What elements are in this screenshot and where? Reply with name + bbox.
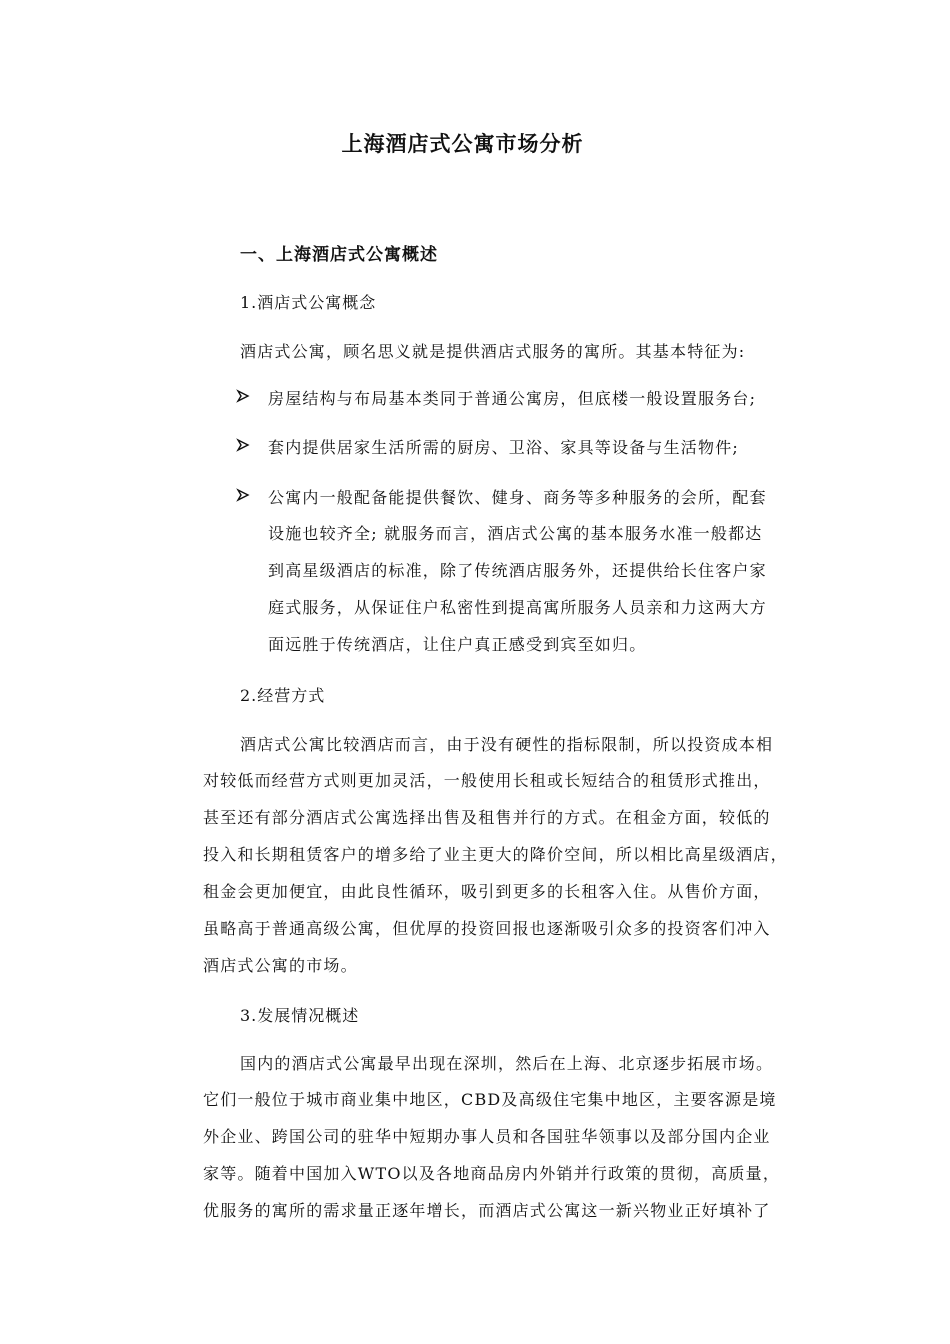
arrow-bullet-icon (236, 389, 252, 403)
bullet-text: 房屋结构与布局基本类同于普通公寓房，但底楼一般设置服务台; (268, 389, 757, 408)
bullet-text: 套内提供居家生活所需的厨房、卫浴、家具等设备与生活物件; (268, 438, 739, 457)
paragraph-line: 外企业、跨国公司的驻华中短期办事人员和各国驻华领事以及部分国内企业 (203, 1127, 771, 1146)
section-heading: 一、上海酒店式公寓概述 (240, 245, 438, 265)
paragraph-line: 国内的酒店式公寓最早出现在深圳，然后在上海、北京逐步拓展市场。 (240, 1054, 774, 1073)
bullet-text: 公寓内一般配备能提供餐饮、健身、商务等多种服务的会所，配套 (268, 488, 767, 507)
paragraph-line: 租金会更加便宜，由此良性循环，吸引到更多的长租客入住。从售价方面， (203, 882, 771, 901)
bullet-text: 设施也较齐全; 就服务而言，酒店式公寓的基本服务水准一般都达 (268, 524, 763, 543)
bullet-text: 面远胜于传统酒店，让住户真正感受到宾至如归。 (268, 635, 647, 654)
document-title: 上海酒店式公寓市场分析 (341, 131, 584, 156)
paragraph-line: 它们一般位于城市商业集中地区，CBD及高级住宅集中地区，主要客源是境 (203, 1090, 777, 1109)
paragraph-line: 酒店式公寓比较酒店而言，由于没有硬性的指标限制，所以投资成本相 (240, 735, 774, 754)
paragraph-line: 虽略高于普通高级公寓，但优厚的投资回报也逐渐吸引众多的投资客们冲入 (203, 919, 771, 938)
subsection-heading-concept: 1.酒店式公寓概念 (240, 293, 377, 312)
subsection-heading-business: 2.经营方式 (240, 686, 326, 705)
arrow-bullet-icon (236, 438, 252, 452)
bullet-text: 到高星级酒店的标准，除了传统酒店服务外，还提供给长住客户家 (268, 561, 767, 580)
paragraph-line: 优服务的寓所的需求量正逐年增长，而酒店式公寓这一新兴物业正好填补了 (203, 1201, 771, 1220)
paragraph-line: 家等。随着中国加入WTO以及各地商品房内外销并行政策的贯彻，高质量， (203, 1164, 781, 1183)
bullet-text: 庭式服务，从保证住户私密性到提高寓所服务人员亲和力这两大方 (268, 598, 767, 617)
arrow-bullet-icon (236, 488, 252, 502)
concept-intro: 酒店式公寓，顾名思义就是提供酒店式服务的寓所。其基本特征为: (240, 342, 746, 361)
subsection-heading-development: 3.发展情况概述 (240, 1006, 360, 1025)
paragraph-line: 对较低而经营方式则更加灵活，一般使用长租或长短结合的租赁形式推出， (203, 771, 771, 790)
paragraph-line: 酒店式公寓的市场。 (203, 956, 358, 975)
paragraph-line: 甚至还有部分酒店式公寓选择出售及租售并行的方式。在租金方面，较低的 (203, 808, 771, 827)
paragraph-line: 投入和长期租赁客户的增多给了业主更大的降价空间，所以相比高星级酒店， (203, 845, 788, 864)
